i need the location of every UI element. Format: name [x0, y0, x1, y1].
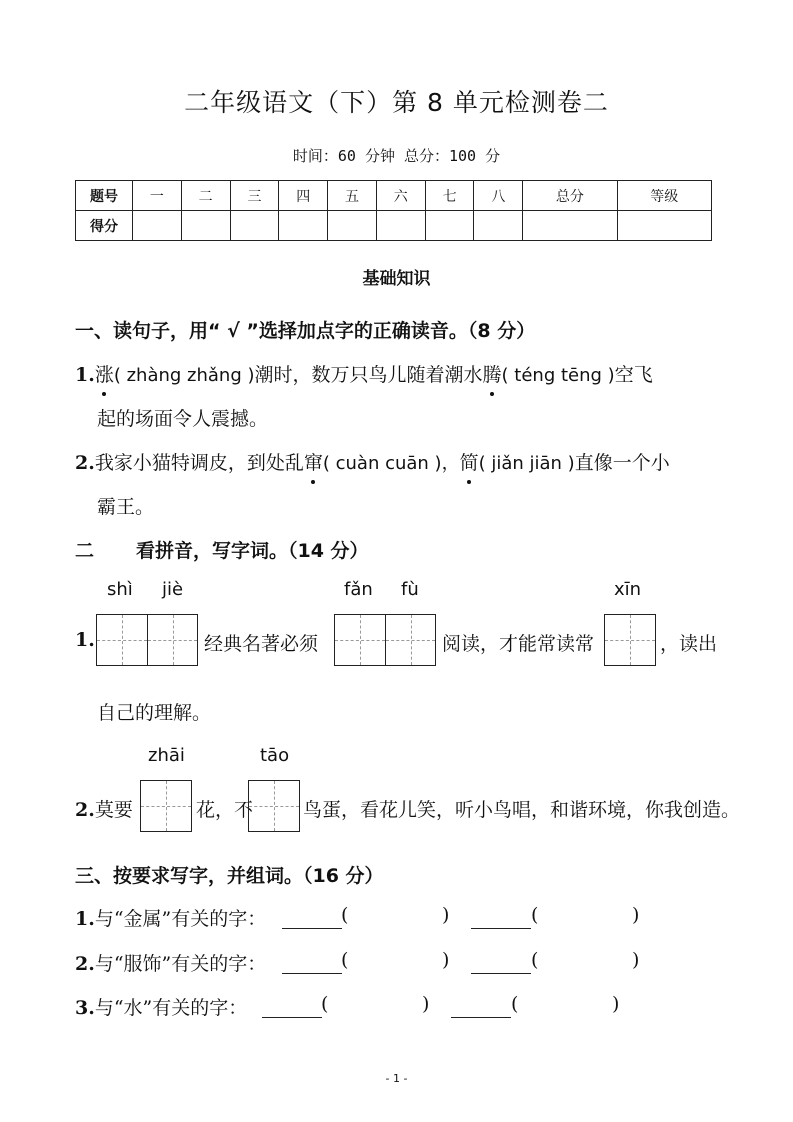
sentence-text: 空飞	[614, 364, 653, 386]
page-title: 二年级语文（下）第 8 单元检测卷二	[184, 88, 609, 117]
score-header: 三	[230, 181, 279, 211]
dotted-char: 涨	[95, 360, 114, 387]
score-header: 四	[279, 181, 328, 211]
right-paren: )	[442, 949, 450, 971]
pinyin-options[interactable]: ( cuàn cuān )，	[322, 453, 460, 474]
score-label: 得分	[76, 211, 133, 241]
left-paren: (	[531, 949, 539, 971]
left-paren: (	[341, 904, 349, 926]
right-paren: )	[632, 904, 640, 926]
right-paren: )	[442, 904, 450, 926]
score-header: 总分	[523, 181, 617, 211]
q3-item	[75, 949, 266, 976]
q3-item	[75, 993, 247, 1020]
pinyin-label: jiè	[162, 579, 184, 600]
dotted-char: 腾	[483, 360, 502, 387]
item-number: 2.	[75, 953, 95, 975]
writing-grid-box[interactable]	[248, 780, 300, 832]
score-cell[interactable]	[474, 211, 523, 241]
score-cell[interactable]	[279, 211, 328, 241]
dotted-char: 简	[460, 448, 479, 475]
score-cell[interactable]	[376, 211, 425, 241]
pinyin-options[interactable]: ( téng tēng )	[501, 365, 615, 386]
score-header: 八	[474, 181, 523, 211]
score-table-score-row	[76, 211, 712, 241]
exam-info: 时间：60 分钟 总分：100 分	[292, 147, 501, 165]
score-header: 二	[181, 181, 230, 211]
right-paren: )	[422, 993, 430, 1015]
q3-item-text: 与“水”有关的字：	[94, 997, 248, 1019]
answer-blank[interactable]	[282, 910, 342, 929]
q3-item-text: 与“服饰”有关的字：	[94, 953, 267, 975]
pinyin-label: fù	[401, 579, 419, 600]
sentence-text: ，读出	[660, 633, 718, 655]
right-paren: )	[612, 993, 620, 1015]
score-cell[interactable]	[181, 211, 230, 241]
sentence-text: 我家小猫特调皮，到处乱	[94, 452, 304, 474]
q1-item2	[75, 448, 670, 475]
q2-heading-number: 二	[75, 540, 95, 562]
pinyin-label: xīn	[614, 579, 642, 600]
q1-item1-line2: 起的场面令人震撼。	[97, 408, 269, 430]
left-paren: (	[341, 949, 349, 971]
pinyin-options[interactable]: ( jiǎn jiān )	[478, 453, 575, 474]
score-table	[75, 180, 712, 241]
sentence-text: 阅读，才能常读常	[442, 633, 595, 655]
score-cell[interactable]	[523, 211, 617, 241]
item-number: 1.	[75, 629, 95, 651]
score-header: 一	[133, 181, 182, 211]
pinyin-label: zhāi	[148, 745, 185, 766]
score-cell[interactable]	[328, 211, 377, 241]
left-paren: (	[511, 993, 519, 1015]
item-number: 1.	[75, 908, 95, 930]
item-number: 1.	[75, 364, 95, 386]
score-table-header-row	[76, 181, 712, 211]
right-paren: )	[632, 949, 640, 971]
sentence-text	[75, 795, 133, 822]
answer-blank[interactable]	[262, 999, 322, 1018]
sentence-text: 直像一个小	[574, 452, 670, 474]
pinyin-options[interactable]: ( zhàng zhǎng )	[113, 365, 255, 386]
item-number: 3.	[75, 997, 95, 1019]
q3-item-text: 与“金属”有关的字：	[94, 908, 267, 930]
q1-heading: 一、读句子，用“ √ ”选择加点字的正确读音。（8 分）	[75, 320, 536, 342]
item-number: 2.	[75, 452, 95, 474]
score-header: 等级	[617, 181, 711, 211]
left-paren: (	[531, 904, 539, 926]
answer-blank[interactable]	[471, 910, 531, 929]
answer-blank[interactable]	[471, 955, 531, 974]
left-paren: (	[321, 993, 329, 1015]
q3-item	[75, 904, 266, 931]
sentence-text: 自己的理解。	[97, 702, 212, 724]
answer-blank[interactable]	[451, 999, 511, 1018]
score-cell[interactable]	[617, 211, 711, 241]
page-number: - 1 -	[385, 1072, 408, 1085]
writing-grid-box[interactable]	[140, 780, 192, 832]
score-header: 六	[376, 181, 425, 211]
sentence-text: 经典名著必须	[204, 633, 319, 655]
writing-grid-box[interactable]	[334, 614, 436, 666]
score-cell[interactable]	[133, 211, 182, 241]
score-cell[interactable]	[425, 211, 474, 241]
score-header: 五	[328, 181, 377, 211]
sentence-text: 潮时，数万只鸟儿随着潮水	[254, 364, 483, 386]
q1-item2-line2: 霸王。	[97, 496, 155, 518]
q3-heading: 三、按要求写字，并组词。（16 分）	[75, 865, 384, 887]
section-label: 基础知识	[362, 269, 431, 289]
pinyin-label: tāo	[260, 745, 290, 766]
pinyin-label: fǎn	[344, 579, 373, 600]
q1-item1	[75, 360, 653, 387]
sentence-text: 花，不	[196, 799, 254, 821]
question-number-label: 题号	[76, 181, 133, 211]
item-number: 2.	[75, 799, 95, 821]
sentence-text: 莫要	[94, 799, 133, 821]
writing-grid-box[interactable]	[604, 614, 656, 666]
answer-blank[interactable]	[282, 955, 342, 974]
pinyin-label: shì	[107, 579, 133, 600]
writing-grid-box[interactable]	[96, 614, 198, 666]
score-cell[interactable]	[230, 211, 279, 241]
dotted-char: 窜	[304, 448, 323, 475]
q2-heading: 看拼音，写字词。（14 分）	[136, 540, 369, 562]
score-header: 七	[425, 181, 474, 211]
sentence-text: 鸟蛋，看花儿笑，听小鸟唱，和谐环境，你我创造。	[303, 799, 741, 821]
